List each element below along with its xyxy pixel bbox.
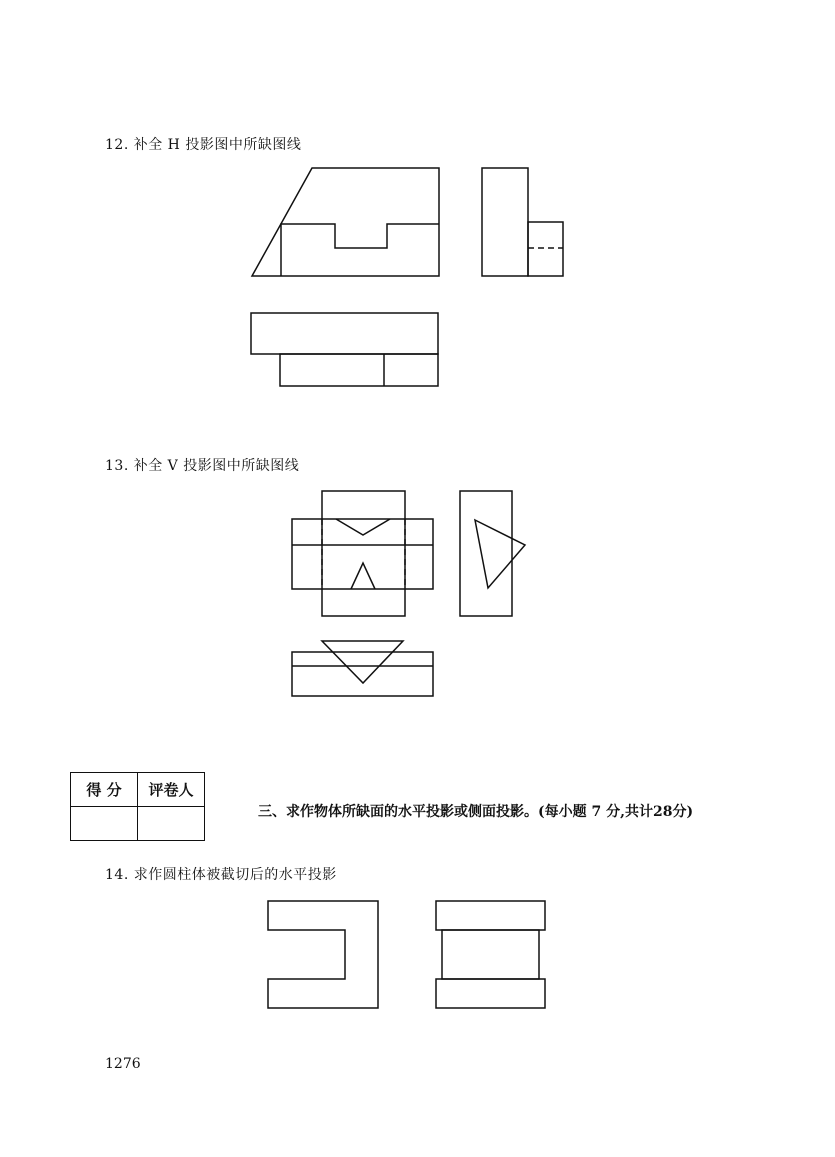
q13-side-triangle — [475, 520, 525, 588]
page-number: 1276 — [105, 1056, 141, 1072]
section-3-title: 三、求作物体所缺面的水平投影或侧面投影。(每小题 7 分,共计28分) — [258, 804, 694, 820]
q13-side-rect — [460, 491, 512, 616]
q13-top-rect — [292, 652, 433, 696]
q13-upper-v-notch — [336, 519, 390, 535]
question-13-title: 13. 补全 V 投影图中所缺图线 — [105, 458, 300, 474]
q12-top-lower — [280, 354, 438, 386]
q13-top-triangle — [322, 641, 403, 683]
q12-side-view — [475, 162, 570, 282]
q13-lower-v-notch — [351, 563, 375, 589]
score-table — [70, 772, 205, 841]
q14-front-view — [262, 895, 387, 1015]
q12-top-upper — [251, 313, 438, 354]
score-cell[interactable] — [71, 807, 138, 841]
q13-vertical-block — [322, 491, 405, 616]
q13-side-view — [455, 485, 535, 620]
q12-side-step — [528, 222, 563, 276]
score-label: 得 分 — [71, 773, 138, 807]
grader-cell[interactable] — [138, 807, 205, 841]
grader-label: 评卷人 — [138, 773, 205, 807]
q12-top-view — [245, 306, 445, 392]
q14-side-middle — [442, 930, 539, 979]
q14-side-view — [430, 895, 555, 1015]
q13-horizontal-block — [292, 519, 433, 589]
q13-top-view — [285, 635, 440, 703]
q14-side-top-flange — [436, 901, 545, 930]
q12-front-view — [245, 162, 450, 282]
q12-side-main — [482, 168, 528, 276]
q12-front-notch — [281, 224, 439, 276]
q13-front-view — [285, 485, 440, 620]
q14-side-bottom-flange — [436, 979, 545, 1008]
q14-c-shape — [268, 901, 378, 1008]
question-12-title: 12. 补全 H 投影图中所缺图线 — [105, 137, 302, 153]
q12-front-outline — [252, 168, 439, 276]
question-14-title: 14. 求作圆柱体被截切后的水平投影 — [105, 867, 337, 883]
